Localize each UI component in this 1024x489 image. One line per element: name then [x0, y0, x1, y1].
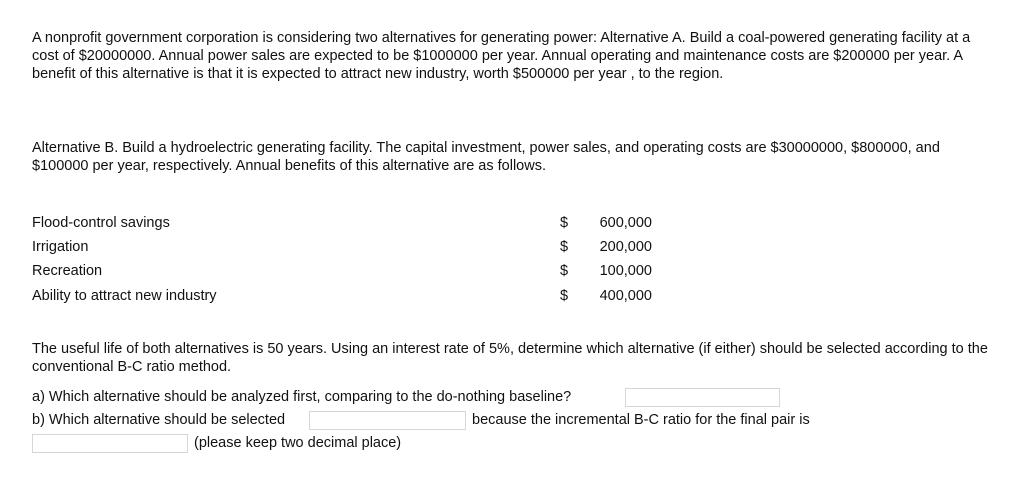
question-a-text: a) Which alternative should be analyzed first, comparing to the do-nothing baseline?: [32, 389, 572, 405]
benefit-row: [32, 214, 672, 232]
benefit-currency: $: [560, 239, 569, 255]
benefit-label: Irrigation: [32, 239, 89, 255]
benefit-amount: 200,000: [599, 239, 652, 255]
benefit-amount: 400,000: [599, 288, 652, 304]
benefit-currency: $: [560, 215, 569, 231]
benefit-label: Recreation: [32, 263, 103, 279]
incremental-bc-ratio-input[interactable]: [32, 434, 188, 453]
benefit-row: [32, 262, 672, 280]
question-b-text: b) Which alternative should be selected: [32, 412, 286, 428]
problem-intro: A nonprofit government corporation is considering two alternatives for generating power: Alternative A. Build a coal-powered generating facility at a cost of $20000000. Annual power sales are expected to be $1000000 per year. Annual operating and maintenance costs are $200000 per year. A benefit of this alternative is that it is expected to attract new industry, worth $500000 per year , to the region.: [32, 30, 971, 82]
question-a-answer-input[interactable]: [625, 388, 780, 407]
decimal-place-note: (please keep two decimal place): [194, 435, 402, 451]
alternative-b-description: Alternative B. Build a hydroelectric generating facility. The capital investment, power sales, and operating costs are $30000000, $800000, and $100000 per year, respectively. Annual benefits of this alternative are as follows.: [32, 140, 940, 174]
benefit-label: Ability to attract new industry: [32, 288, 217, 304]
benefit-row: [32, 287, 672, 305]
benefit-row: [32, 238, 672, 256]
benefit-currency: $: [560, 263, 569, 279]
question-b-reason-text: because the incremental B-C ratio for the final pair is: [472, 412, 810, 428]
benefit-amount: 600,000: [599, 215, 652, 231]
benefit-amount: 100,000: [599, 263, 652, 279]
benefit-label: Flood-control savings: [32, 215, 170, 231]
useful-life-instructions: The useful life of both alternatives is 50 years. Using an interest rate of 5%, determine which alternative (if either) should be selected according to the conventional B-C ratio method.: [32, 341, 988, 375]
benefit-currency: $: [560, 288, 569, 304]
question-b-selection-input[interactable]: [309, 411, 466, 430]
